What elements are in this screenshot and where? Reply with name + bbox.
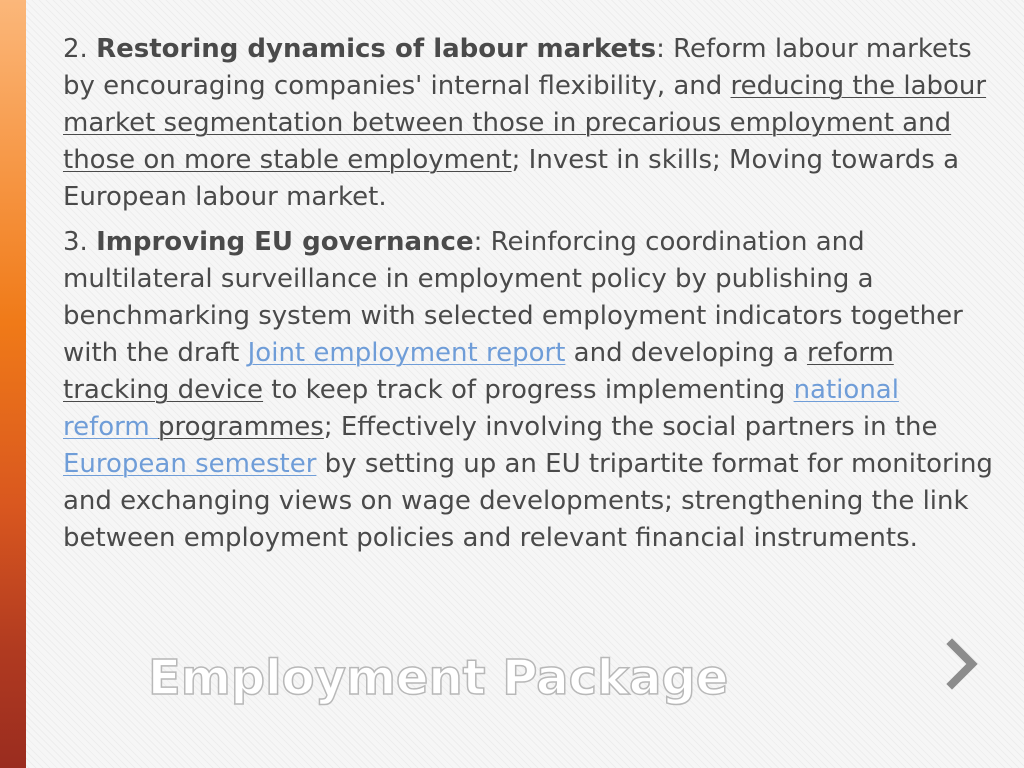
joint-employment-report-link[interactable]: Joint employment report bbox=[247, 338, 566, 368]
paragraph-restoring-dynamics bbox=[63, 31, 993, 216]
european-semester-link[interactable]: European semester bbox=[63, 449, 317, 479]
paragraph-text: ; Effectively involving the social partners in the bbox=[323, 412, 938, 442]
paragraph-heading: Improving EU governance bbox=[96, 227, 474, 257]
underlined-text-segmentation: reducing the labour market segmentation between those in precarious employment and those on more stable employment bbox=[63, 71, 987, 175]
paragraph-text: : Reform labour markets by encouraging companies' internal flexibility, and bbox=[63, 34, 972, 101]
paragraph-text: by setting up an EU tripartite format for monitoring and exchanging views on wage developments; strengthening the link between employment policies and relevant financial instruments. bbox=[63, 449, 993, 553]
underlined-text-programmes: programmes bbox=[158, 412, 324, 442]
paragraph-text: and developing a bbox=[565, 338, 808, 368]
slide-body bbox=[63, 31, 993, 565]
slide-title: Employment Package bbox=[148, 650, 729, 706]
paragraph-text: ; Invest in skills; Moving towards a European labour market. bbox=[63, 145, 960, 212]
paragraph-eu-governance bbox=[63, 224, 993, 557]
paragraph-text: to keep track of progress implementing bbox=[263, 375, 794, 405]
paragraph-number: 2. bbox=[63, 34, 88, 64]
paragraph-heading: Restoring dynamics of labour markets bbox=[96, 34, 657, 64]
underlined-text-reform-tracking: reform tracking device bbox=[63, 338, 894, 405]
national-reform-link[interactable]: national reform bbox=[63, 375, 899, 442]
chevron-right-icon[interactable] bbox=[944, 636, 980, 692]
accent-side-bar bbox=[0, 0, 26, 768]
paragraph-number: 3. bbox=[63, 227, 88, 257]
paragraph-text: : Reinforcing coordination and multilateral surveillance in employment policy by publishing a benchmarking system with selected employment indicators together with the draft bbox=[63, 227, 963, 368]
